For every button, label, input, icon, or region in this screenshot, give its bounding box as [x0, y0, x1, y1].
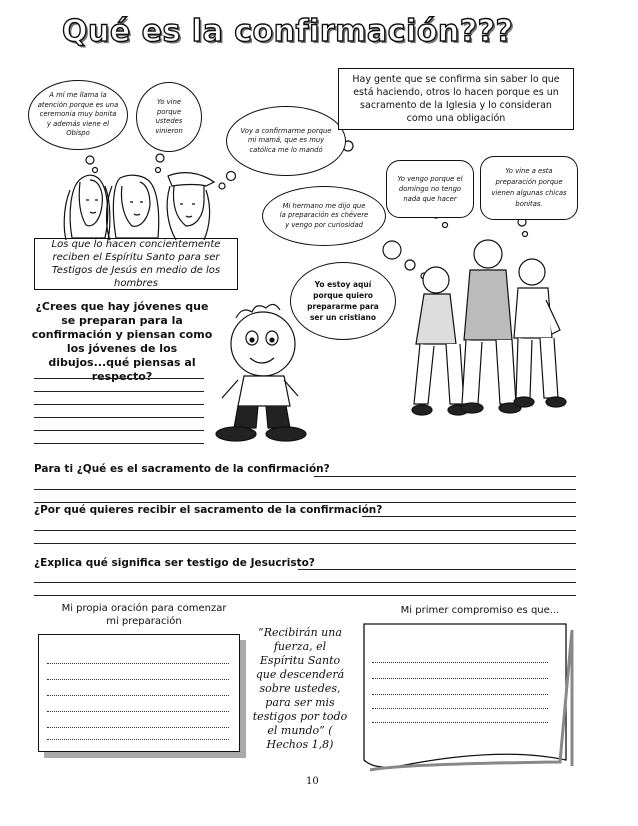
answer-line[interactable] [298, 569, 576, 570]
answer-line[interactable] [314, 476, 576, 477]
bubble-text: A mí me llama la atención porque es una ceremonia muy bonita y además viene el Obispo [37, 91, 119, 138]
girls-illustration [64, 173, 214, 240]
bible-quote-text: “Recibirán una fuerza, el Espíritu Santo que descenderá sobre ustedes, para ser mis testigos por todo el mundo” ( Hechos 1,8) [252, 626, 348, 751]
info-text: Hay gente que se confirma sin saber lo que está haciendo, otros lo hacen porque es un sacramento de la Iglesia y lo consideran como una obligación [352, 74, 560, 124]
prayer-label [56, 602, 232, 628]
bubble-text: Yo vengo porque el domingo no tengo nada que hacer [397, 175, 463, 203]
commitment-label-text: Mi primer compromiso es que... [400, 605, 560, 616]
witness-text: Los que lo hacen concientemente reciben el Espíritu Santo para ser Testigos de Jesús en medio de los hombres [51, 239, 221, 289]
commitment-box[interactable] [360, 620, 580, 770]
question-testigo [34, 557, 315, 570]
page-number [306, 776, 319, 787]
answer-line[interactable] [34, 582, 576, 583]
question-testigo-text: ¿Explica qué significa ser testigo de Jesucristo? [34, 557, 315, 569]
bubble-text: Yo vine a esta preparación porque vienen algunas chicas bonitas. [491, 167, 567, 208]
cartoon-boy-illustration [216, 304, 306, 441]
prayer-box[interactable] [38, 634, 240, 752]
question-recibir-text: ¿Por qué quieres recibir el sacramento de la confirmación? [34, 504, 383, 516]
answer-line[interactable] [362, 516, 576, 517]
boys-group-illustration [412, 240, 566, 415]
commitment-label [380, 604, 580, 617]
question-sacramento-text: Para ti ¿Qué es el sacramento de la confirmación? [34, 463, 330, 475]
answer-line[interactable] [34, 595, 576, 596]
question-dibujos-text: ¿Crees que hay jóvenes que se preparan para la confirmación y piensan como los jóvenes de los dibujos...qué piensas al respecto? [31, 300, 213, 383]
page-number-text: 10 [306, 776, 319, 787]
bubble-text: Yo estoy aquí porque quiero prepararme para ser un cristiano [307, 280, 379, 322]
bubble-text: Yo vine porque ustedes vinieron [155, 98, 183, 135]
bubble-text: Voy a confirmarme porque mi mamá, que es muy católica me lo mandó [240, 126, 332, 154]
page-title: Qué es la confirmación??? [62, 14, 514, 49]
bubble-text: Mi hermano me dijo que la preparación es chévere y vengo por curiosidad [279, 201, 369, 229]
answer-line[interactable] [34, 543, 576, 544]
question-sacramento [34, 463, 330, 476]
answer-line[interactable] [34, 530, 576, 531]
answer-line[interactable] [34, 502, 576, 503]
question-recibir [34, 504, 382, 517]
answer-line[interactable] [34, 489, 576, 490]
prayer-label-text: Mi propia oración para comenzar mi preparación [61, 603, 227, 627]
bible-quote [252, 626, 348, 752]
